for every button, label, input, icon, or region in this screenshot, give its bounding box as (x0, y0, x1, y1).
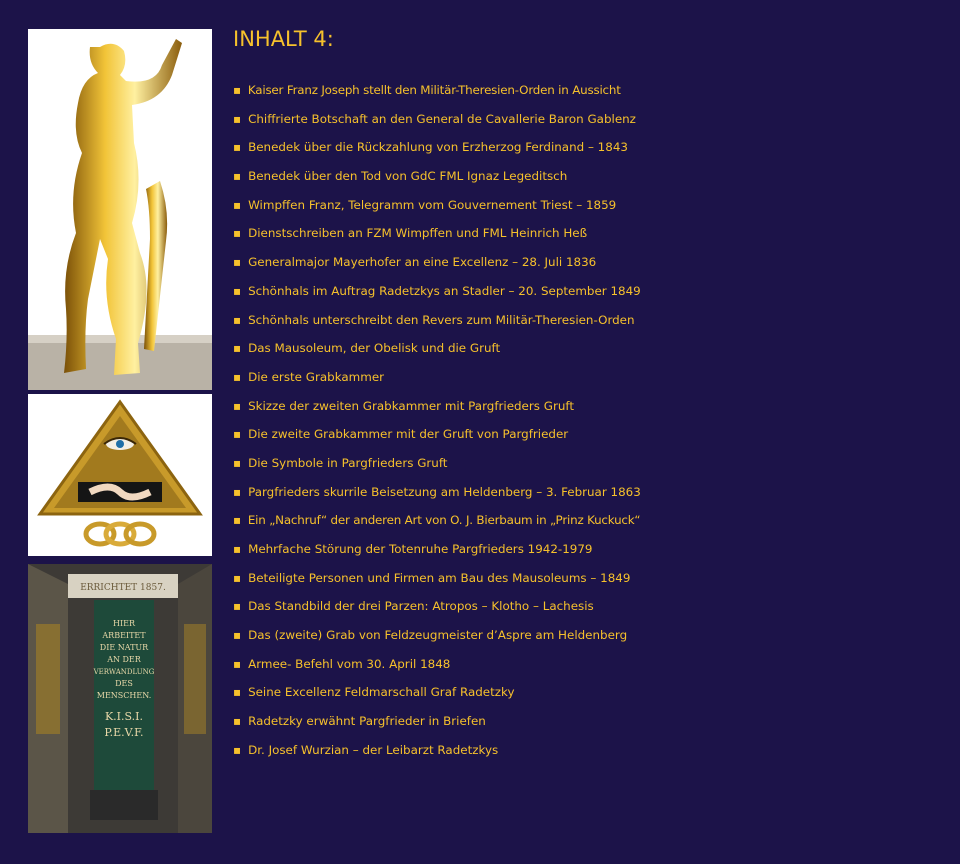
inscription-line-8: K.I.S.I. (104, 710, 144, 723)
inscription-line-6: DES (115, 679, 133, 688)
contents-item-text: Mehrfache Störung der Totenruhe Pargfrieders 1942-1979 (248, 542, 593, 556)
contents-item-text: Benedek über den Tod von GdC FML Ignaz Legeditsch (248, 169, 568, 184)
contents-item-text: Die Symbole in Pargfrieders Gruft (248, 455, 448, 470)
contents-panel (233, 25, 948, 765)
contents-item-text: Skizze der zweiten Grabkammer mit Pargfrieders Gruft (248, 398, 575, 413)
tomb-chamber-image (28, 564, 212, 833)
bullet-icon: ▪ (233, 685, 242, 700)
bullet-icon: ▪ (233, 197, 242, 212)
bullet-icon: ▪ (233, 111, 242, 126)
eye-triangle-handshake-symbol (28, 394, 212, 556)
bullet-icon: ▪ (233, 484, 242, 499)
inscription-line-1: HIER (113, 619, 135, 628)
contents-list (233, 76, 948, 765)
contents-list-item[interactable] (233, 363, 948, 392)
bullet-icon: ▪ (233, 369, 242, 384)
contents-list-item[interactable] (233, 219, 948, 248)
contents-list-item[interactable] (233, 306, 948, 335)
contents-list-item[interactable] (233, 191, 948, 220)
bullet-icon: ▪ (233, 628, 242, 643)
contents-item-text: Die erste Grabkammer (248, 369, 385, 384)
contents-item-text: Generalmajor Mayerhofer an eine Excellenz – 28. Juli 1836 (248, 255, 597, 270)
contents-list-item[interactable] (233, 334, 948, 363)
bullet-icon: ▪ (233, 398, 242, 413)
bullet-icon: ▪ (233, 599, 242, 614)
inscription-line-5: VERWANDLUNG (93, 668, 155, 676)
contents-item-text: Wimpffen Franz, Telegramm vom Gouvernement Triest – 1859 (248, 197, 617, 212)
contents-list-item[interactable] (233, 621, 948, 650)
contents-list-item[interactable] (233, 133, 948, 162)
contents-list-item[interactable] (233, 592, 948, 621)
bullet-icon: ▪ (233, 742, 242, 757)
contents-list-item[interactable] (233, 420, 948, 449)
page-title: INHALT 4: (233, 27, 334, 51)
contents-item-text: Dr. Josef Wurzian – der Leibarzt Radetzkys (248, 742, 499, 757)
contents-list-item[interactable] (233, 650, 948, 679)
golden-statue-image (28, 29, 212, 390)
contents-list-item[interactable] (233, 736, 948, 765)
inscription-line-2: ARBEITET (102, 631, 146, 640)
contents-item-text: Das Standbild der drei Parzen: Atropos – Klotho – Lachesis (248, 599, 594, 614)
contents-item-text: Schönhals unterschreibt den Revers zum Militär-Theresien-Orden (248, 312, 635, 327)
contents-list-item[interactable] (233, 105, 948, 134)
bullet-icon: ▪ (233, 226, 242, 241)
contents-item-text: Dienstschreiben an FZM Wimpffen und FML Heinrich Heß (248, 226, 588, 241)
bullet-icon: ▪ (233, 427, 242, 442)
contents-item-text: Das Mausoleum, der Obelisk und die Gruft (248, 341, 501, 356)
contents-list-item[interactable] (233, 564, 948, 593)
contents-item-text: Das (zweite) Grab von Feldzeugmeister d’Aspre am Heldenberg (248, 628, 628, 643)
contents-list-item[interactable] (233, 535, 948, 564)
contents-list-item[interactable] (233, 76, 948, 105)
contents-item-text: Chiffrierte Botschaft an den General de Cavallerie Baron Gablenz (248, 111, 636, 126)
bullet-icon: ▪ (233, 255, 242, 270)
inscription-line-7: MENSCHEN. (96, 691, 152, 700)
bullet-icon: ▪ (233, 341, 242, 356)
contents-item-text: Beteiligte Personen und Firmen am Bau des Mausoleums – 1849 (248, 570, 631, 585)
inscription-line-3: DIE NATUR (99, 643, 149, 652)
bullet-icon: ▪ (233, 656, 242, 671)
bullet-icon: ▪ (233, 169, 242, 184)
contents-item-text: Armee- Befehl vom 30. April 1848 (248, 656, 451, 671)
bullet-icon: ▪ (233, 140, 242, 155)
bullet-icon: ▪ (233, 83, 241, 97)
bullet-icon: ▪ (233, 455, 242, 470)
bullet-icon: ▪ (233, 570, 242, 585)
contents-list-item[interactable] (233, 248, 948, 277)
contents-item-text: Ein „Nachruf“ der anderen Art von O. J. Bierbaum in „Prinz Kuckuck“ (247, 513, 641, 528)
lintel-text: ERRICHTET 1857. (80, 583, 166, 593)
inscription-line-9: P.E.V.F. (104, 726, 144, 739)
contents-list-item[interactable] (233, 707, 948, 736)
contents-item-text: Schönhals im Auftrag Radetzkys an Stadler – 20. September 1849 (248, 283, 641, 298)
contents-item-text: Pargfrieders skurrile Beisetzung am Heldenberg – 3. Februar 1863 (248, 484, 641, 499)
contents-item-text: Seine Excellenz Feldmarschall Graf Radetzky (248, 685, 515, 700)
contents-list-item[interactable] (233, 478, 948, 507)
contents-list-item[interactable] (233, 449, 948, 478)
bullet-icon: ▪ (233, 312, 242, 327)
contents-list-item[interactable] (233, 277, 948, 306)
bullet-icon: ▪ (233, 283, 242, 298)
bullet-icon: ▪ (233, 542, 242, 556)
bullet-icon: ▪ (233, 714, 242, 729)
contents-list-item[interactable] (233, 392, 948, 421)
contents-list-item[interactable] (233, 162, 948, 191)
contents-list-item[interactable] (233, 678, 948, 707)
contents-item-text: Benedek über die Rückzahlung von Erzherzog Ferdinand – 1843 (248, 140, 628, 155)
inscription-line-4: AN DER (107, 655, 141, 664)
contents-item-text: Kaiser Franz Joseph stellt den Militär-Theresien-Orden in Aussicht (247, 83, 621, 97)
contents-item-text: Die zweite Grabkammer mit der Gruft von Pargfrieder (248, 427, 569, 442)
contents-list-item[interactable] (233, 506, 948, 535)
bullet-icon: ▪ (233, 513, 241, 528)
contents-item-text: Radetzky erwähnt Pargfrieder in Briefen (248, 714, 486, 729)
